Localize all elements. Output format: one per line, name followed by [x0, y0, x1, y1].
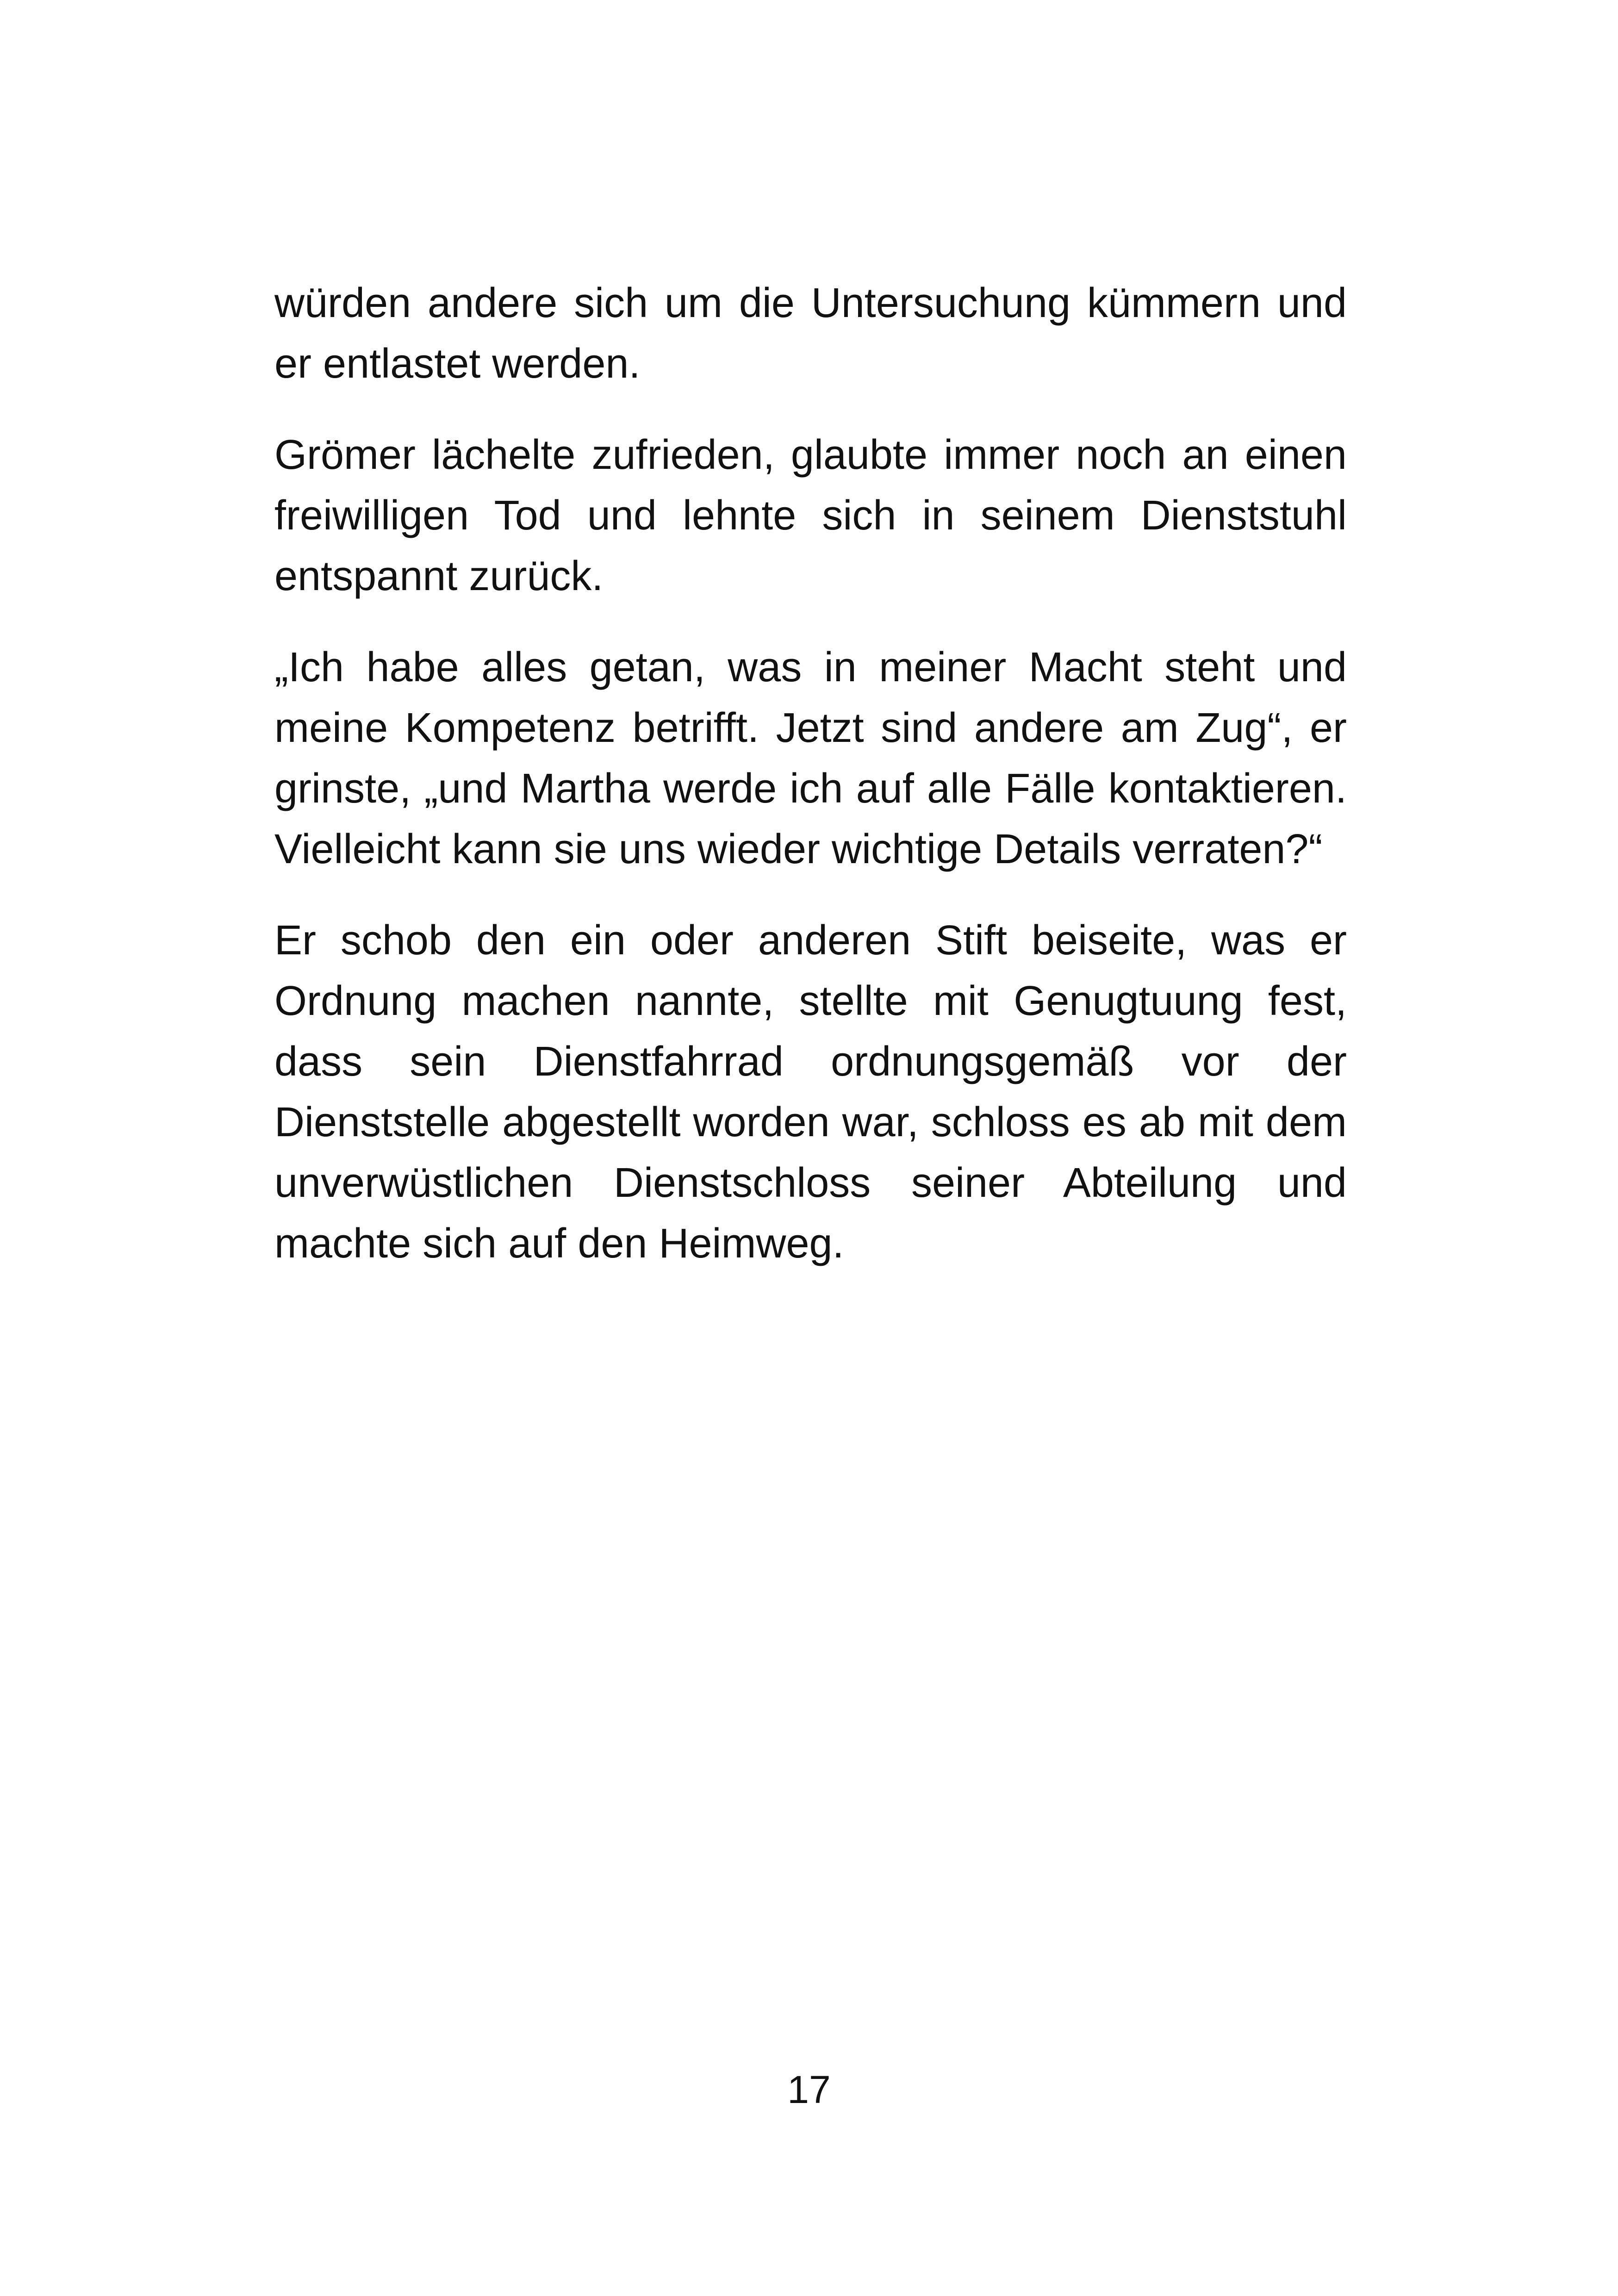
paragraph-3: „Ich habe alles getan, was in meiner Macht steht und meine Kompetenz betrifft. Jetzt sind andere am Zug“, er grinste, „und Martha werde ich auf alle Fälle kontaktieren. Vielleicht kann sie uns wieder wichtige Details verraten?“: [274, 644, 1347, 872]
paragraph-2: Grömer lächelte zufrieden, glaubte immer noch an einen freiwilligen Tod und lehnte sich in seinem Dienststuhl entspannt zurück.: [274, 432, 1347, 599]
paragraph-1: würden andere sich um die Untersuchung kümmern und er entlastet werden.: [274, 280, 1347, 387]
body-text: [274, 273, 1347, 1305]
paragraph-4: Er schob den ein oder anderen Stift beiseite, was er Ordnung machen nannte, stellte mit Genugtuung fest, dass sein Dienstfahrrad ordnungsgemäß vor der Dienststelle abgestellt worden war, schloss es ab mit dem unverwüstlichen Dienstschloss seiner Abteilung und machte sich auf den Heimweg.: [274, 917, 1347, 1267]
page-number: 17: [787, 2068, 831, 2111]
